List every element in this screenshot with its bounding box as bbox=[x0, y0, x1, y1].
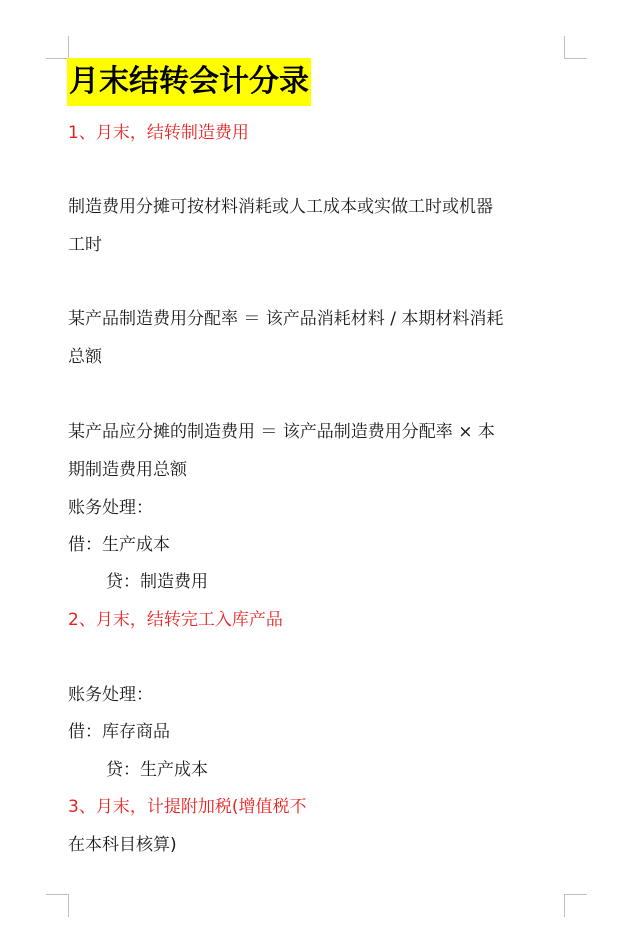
section-1-formula-2-line-2: 期制造费用总额 bbox=[68, 460, 187, 480]
section-1-paragraph-1-line-2: 工时 bbox=[68, 235, 102, 255]
section-2-debit-entry: 借：库存商品 bbox=[68, 722, 170, 742]
page-corner-mark-top-left bbox=[46, 36, 69, 59]
section-1-paragraph-1-line-1: 制造费用分摊可按材料消耗或人工成本或实做工时或机器 bbox=[68, 197, 493, 217]
section-3-heading-continuation: 在本科目核算) bbox=[68, 835, 177, 855]
page-corner-mark-top-right bbox=[564, 36, 587, 59]
section-2-heading: 2、月末，结转完工入库产品 bbox=[68, 610, 283, 630]
section-1-accounting-label: 账务处理： bbox=[68, 498, 153, 518]
section-1-formula-2-line-1: 某产品应分摊的制造费用 ＝ 该产品制造费用分配率 × 本 bbox=[68, 422, 495, 442]
section-1-formula-1-line-2: 总额 bbox=[68, 347, 102, 367]
page-corner-mark-bottom-right bbox=[564, 894, 587, 917]
page-corner-mark-bottom-left bbox=[46, 894, 69, 917]
document-title: 月末结转会计分录 bbox=[67, 58, 311, 106]
section-1-debit-entry: 借：生产成本 bbox=[68, 535, 170, 555]
section-1-formula-1-line-1: 某产品制造费用分配率 ＝ 该产品消耗材料 / 本期材料消耗 bbox=[68, 309, 504, 329]
section-1-credit-entry: 贷：制造费用 bbox=[106, 572, 208, 592]
section-2-accounting-label: 账务处理： bbox=[68, 685, 153, 705]
section-1-heading: 1、月末，结转制造费用 bbox=[68, 123, 249, 143]
section-3-heading: 3、月末，计提附加税(增值税不 bbox=[68, 797, 307, 817]
section-2-credit-entry: 贷：生产成本 bbox=[106, 760, 208, 780]
